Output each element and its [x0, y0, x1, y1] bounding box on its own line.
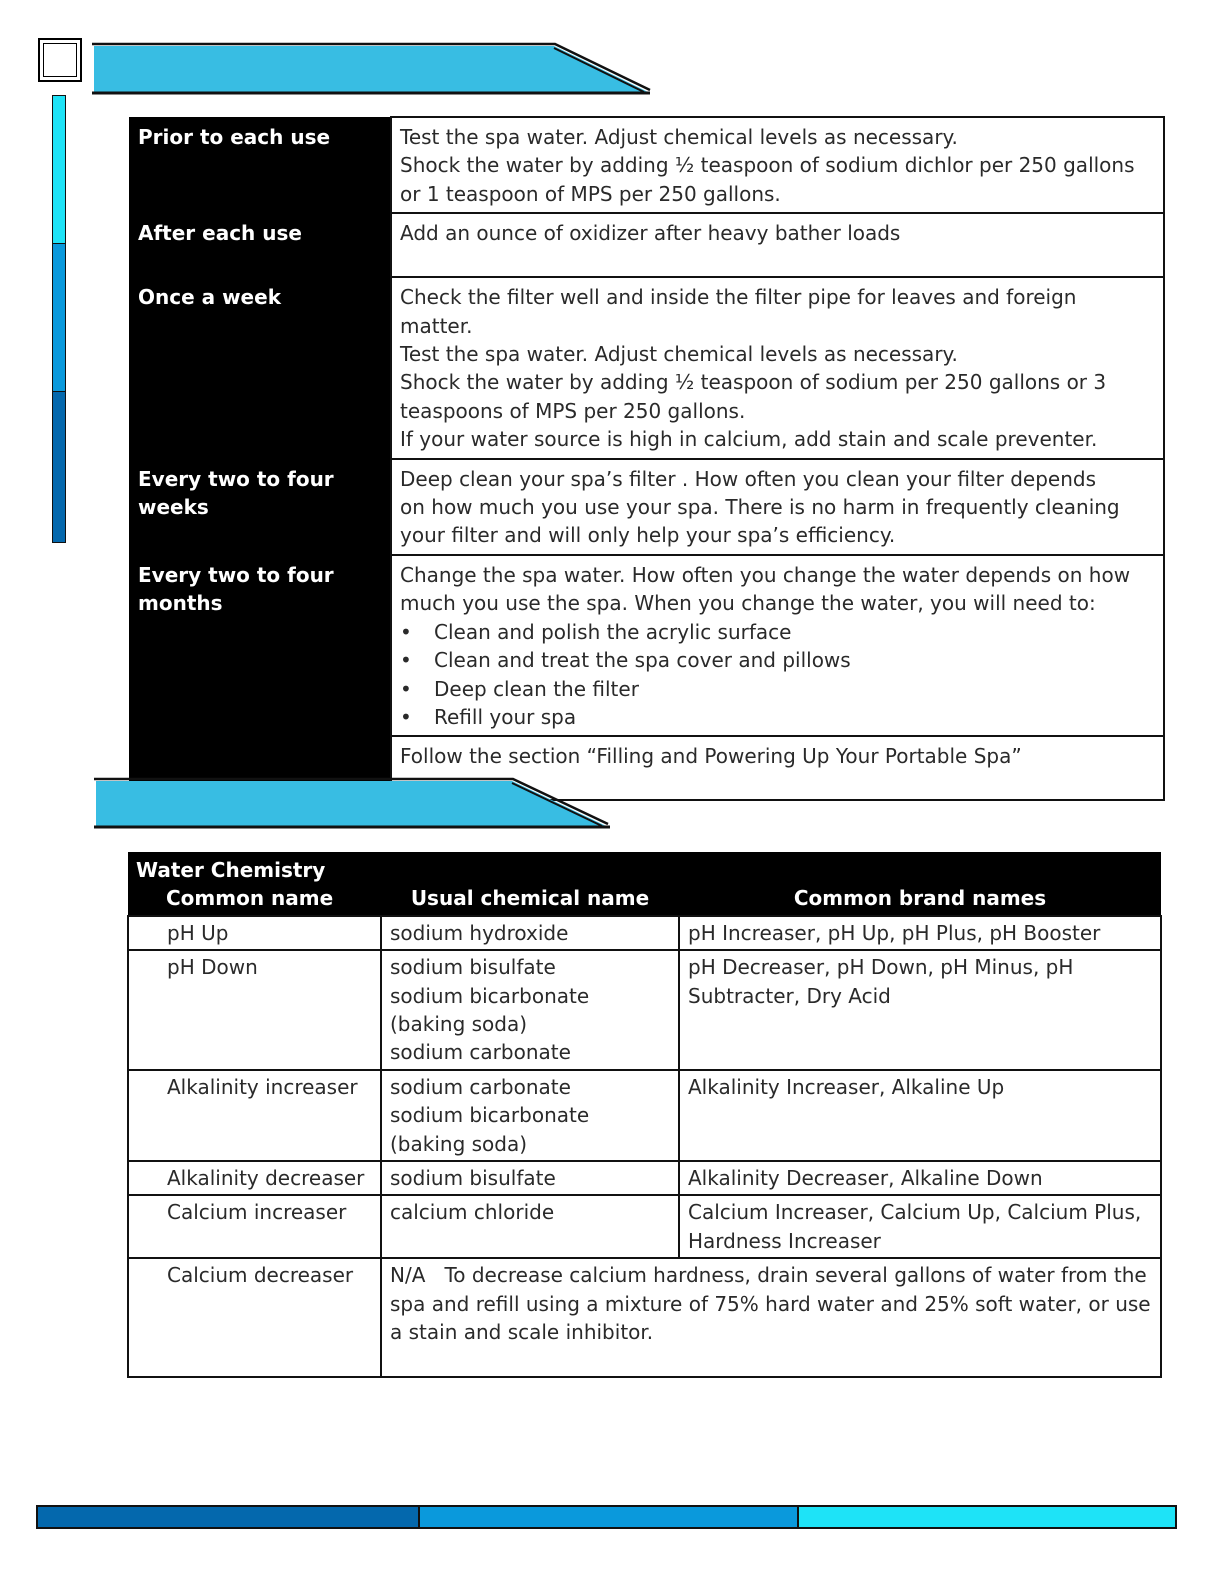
schedule-interval: Once a week — [129, 277, 391, 458]
chemistry-row — [128, 1195, 1161, 1258]
task-line: Change the spa water. How often you change the water depends on how much you use the spa. When you change the water, you will need to: — [400, 562, 1131, 616]
task-line: on how much you use your spa. There is no harm in frequently cleaning your filter and will only help your spa’s efficiency. — [400, 495, 1120, 548]
chemical-name: sodium bicarbonate (baking soda) — [390, 1103, 590, 1156]
water-chemistry-table — [127, 852, 1162, 1378]
schedule-task — [391, 117, 1164, 213]
chemical-name: sodium carbonate — [390, 1040, 571, 1065]
task-line: Check the filter well and inside the filter pipe for leaves and foreign matter. — [400, 285, 1077, 338]
brand-names-cell — [679, 916, 1161, 950]
chemical-name: sodium hydroxide — [390, 920, 569, 945]
task-line: If your water source is high in calcium, add stain and scale preventer. — [400, 427, 1098, 452]
brand-names: Calcium Increaser, Calcium Up, Calcium Plus, Hardness Increaser — [688, 1200, 1142, 1253]
common-name-cell: Calcium decreaser — [128, 1258, 381, 1377]
brand-names-cell — [679, 950, 1161, 1070]
schedule-row — [129, 117, 1164, 213]
brand-names-cell — [679, 1070, 1161, 1161]
schedule-interval: After each use — [129, 213, 391, 277]
chemical-name-cell — [381, 1070, 679, 1161]
side-bar-dark — [52, 391, 66, 543]
column-header-chemical-name: Usual chemical name — [381, 884, 679, 915]
task-bullet: • Clean and polish the acrylic surface — [400, 618, 1155, 646]
column-header-common-name: Common name — [128, 884, 381, 915]
task-bullet: • Clean and treat the spa cover and pillows — [400, 646, 1155, 674]
task-bullet: • Deep clean the filter — [400, 675, 1155, 703]
chemical-name: sodium carbonate — [390, 1074, 571, 1099]
page-number-box — [38, 38, 82, 82]
section-banner-chemistry — [94, 776, 614, 832]
schedule-task — [391, 277, 1164, 458]
brand-names-cell — [679, 1161, 1161, 1195]
task-line: Test the spa water. Adjust chemical levels as necessary. — [400, 125, 958, 149]
chemical-name: sodium bisulfate — [390, 1166, 556, 1191]
brand-names: Alkalinity Decreaser, Alkaline Down — [688, 1166, 1043, 1191]
task-line: Shock the water by adding ½ teaspoon of sodium dichlor per 250 gallons or 1 teaspoon of MPS per 250 gallons. — [400, 153, 1135, 206]
footer-bar-light — [797, 1505, 1177, 1529]
chemical-name-cell — [381, 916, 679, 950]
column-header-brand-names: Common brand names — [679, 884, 1161, 915]
schedule-interval: Every two to four months — [129, 555, 391, 736]
footer-bar-mid — [418, 1505, 799, 1529]
brand-names: pH Decreaser, pH Down, pH Minus, pH Subtracter, Dry Acid — [688, 955, 1074, 1008]
common-name-cell: pH Down — [128, 950, 381, 1070]
common-name-cell: pH Up — [128, 916, 381, 950]
calcium-decreaser-note: N/A To decrease calcium hardness, drain several gallons of water from the spa and refill using a mixture of 75% hard water and 25% soft water, or use a stain and scale inhibitor. — [381, 1258, 1161, 1377]
chemical-name: sodium bicarbonate (baking soda) — [390, 983, 590, 1037]
schedule-interval: Every two to four weeks — [129, 459, 391, 555]
schedule-task — [391, 555, 1164, 736]
chemical-name-cell — [381, 950, 679, 1070]
brand-names-cell — [679, 1195, 1161, 1258]
chemistry-row — [128, 950, 1161, 1070]
schedule-row — [129, 277, 1164, 458]
common-name-cell: Alkalinity increaser — [128, 1070, 381, 1161]
task-line: Deep clean your spa’s filter . How often you clean your filter depends — [400, 466, 1096, 491]
task-line: Add an ounce of oxidizer after heavy bather loads — [400, 221, 901, 246]
chemical-name-cell — [381, 1195, 679, 1258]
schedule-row — [129, 555, 1164, 736]
task-bullet: • Refill your spa — [400, 703, 1155, 731]
brand-names: pH Increaser, pH Up, pH Plus, pH Booster — [688, 920, 1101, 945]
task-line: Test the spa water. Adjust chemical levels as necessary. — [400, 342, 958, 367]
chemistry-row — [128, 1070, 1161, 1161]
chemical-name: calcium chloride — [390, 1200, 555, 1225]
task-line: Follow the section “Filling and Powering Up Your Portable Spa” — [400, 744, 1022, 769]
brand-names: Alkalinity Increaser, Alkaline Up — [688, 1074, 1005, 1099]
chemistry-row — [128, 1161, 1161, 1195]
chemical-name-cell — [381, 1161, 679, 1195]
chemistry-row — [128, 916, 1161, 950]
schedule-row — [129, 213, 1164, 277]
common-name-cell: Alkalinity decreaser — [128, 1161, 381, 1195]
section-banner-maintenance — [92, 42, 654, 98]
maintenance-schedule-table — [129, 116, 1165, 801]
schedule-row — [129, 459, 1164, 555]
task-line: Shock the water by adding ½ teaspoon of sodium per 250 gallons or 3 teaspoons of MPS per 250 gallons. — [400, 370, 1107, 423]
side-bar-light — [52, 95, 66, 245]
footer-bar-dark — [36, 1505, 420, 1529]
schedule-interval: Prior to each use — [129, 117, 391, 213]
schedule-task — [391, 213, 1164, 277]
schedule-task — [391, 459, 1164, 555]
chemistry-table-title: Water Chemistry — [128, 852, 1161, 884]
chemistry-row — [128, 1258, 1161, 1377]
chemical-name: sodium bisulfate — [390, 955, 556, 980]
side-bar-mid — [52, 243, 66, 393]
common-name-cell: Calcium increaser — [128, 1195, 381, 1258]
